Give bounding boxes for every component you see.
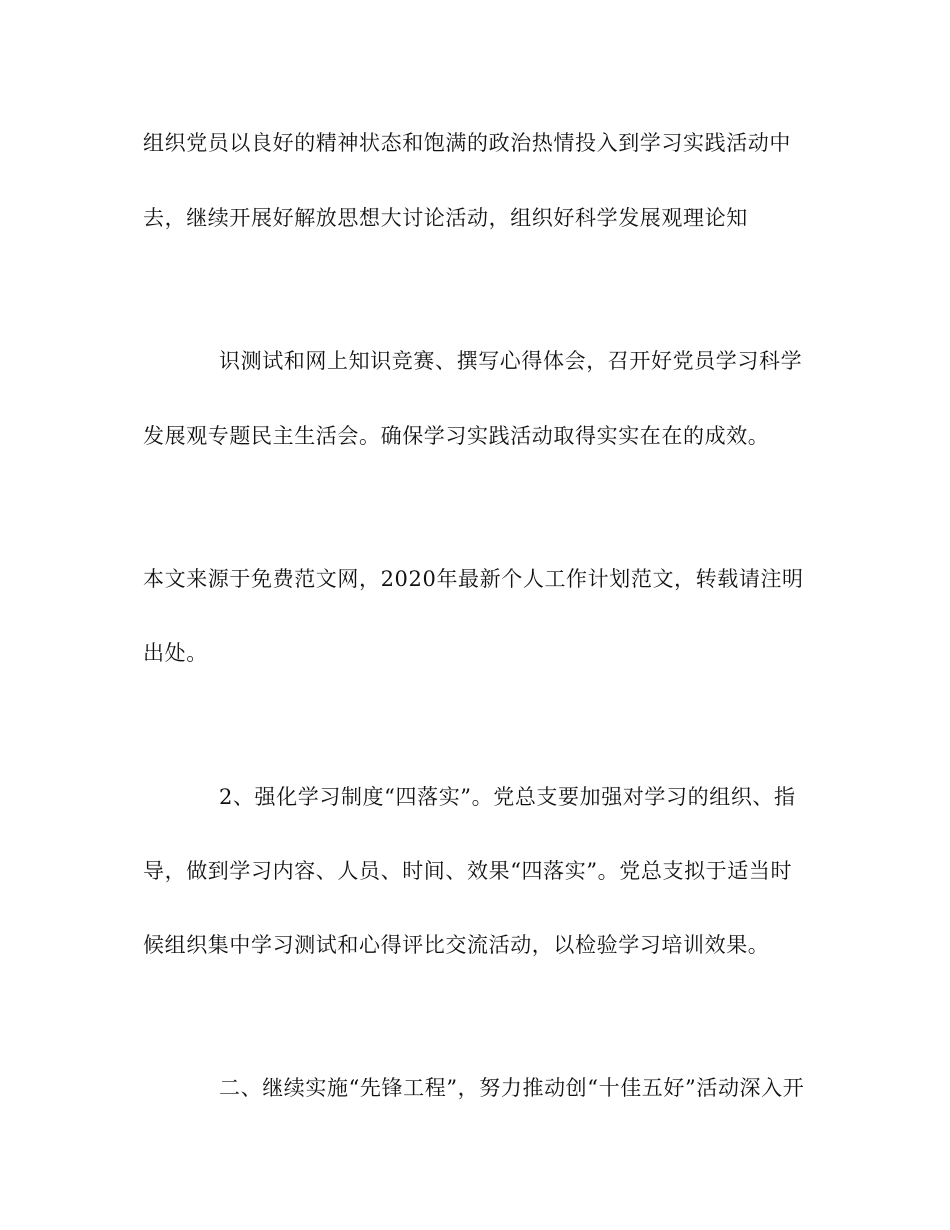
paragraph-4-line-2: 导，做到学习内容、人员、时间、效果“四落实”。党总支拟于适当时 xyxy=(143,859,793,883)
paragraph-2-line-1: 识测试和网上知识竞赛、撰写心得体会，召开好党员学习科学 xyxy=(219,349,803,373)
paragraph-1-line-2: 去，继续开展好解放思想大讨论活动，组织好科学发展观理论知 xyxy=(143,206,748,230)
paragraph-2-line-2: 发展观专题民主生活会。确保学习实践活动取得实实在在的成效。 xyxy=(143,424,770,448)
paragraph-5-line-1: 二、继续实施“先锋工程”，努力推动创“十佳五好”活动深入开 xyxy=(219,1076,805,1100)
paragraph-3-line-2: 出处。 xyxy=(143,641,208,665)
paragraph-3-line-1: 本文来源于免费范文网，2020年最新个人工作计划范文，转载请注明 xyxy=(143,567,804,591)
paragraph-4-line-3: 候组织集中学习测试和心得评比交流活动，以检验学习培训效果。 xyxy=(143,933,770,957)
paragraph-4-line-1: 2、强化学习制度“四落实”。党总支要加强对学习的组织、指 xyxy=(219,785,796,809)
paragraph-1-line-1: 组织党员以良好的精神状态和饱满的政治热情投入到学习实践活动中 xyxy=(143,131,791,155)
